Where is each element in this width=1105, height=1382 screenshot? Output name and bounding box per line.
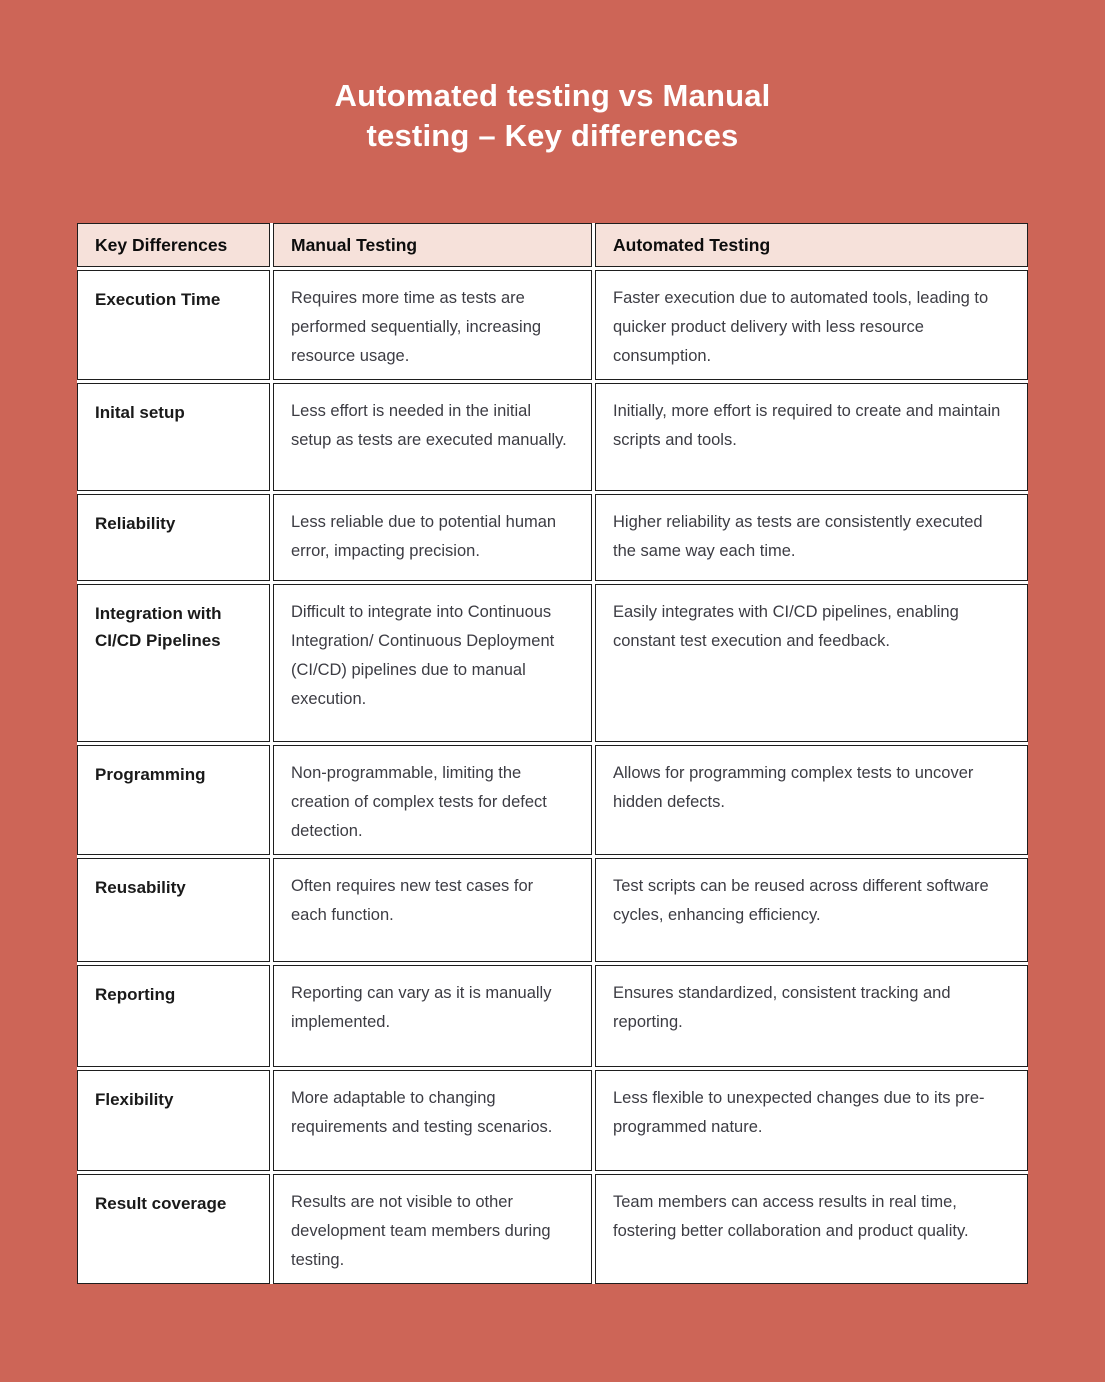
column-header-automated-testing: Automated Testing xyxy=(595,223,1028,267)
row-manual-result-coverage: Results are not visible to other development team members during testing. xyxy=(273,1174,592,1284)
row-automated-reporting: Ensures standardized, consistent tracking and reporting. xyxy=(595,965,1028,1067)
page-title-line-2: testing – Key differences xyxy=(366,118,739,153)
row-key-reporting: Reporting xyxy=(77,965,270,1067)
row-automated-execution-time: Faster execution due to automated tools, leading to quicker product delivery with less resource consumption. xyxy=(595,270,1028,380)
row-manual-reporting: Reporting can vary as it is manually implemented. xyxy=(273,965,592,1067)
row-manual-reusability: Often requires new test cases for each function. xyxy=(273,858,592,962)
row-key-cicd-integration: Integration with CI/CD Pipelines xyxy=(77,584,270,742)
comparison-table-grid xyxy=(77,223,1028,1284)
row-key-execution-time: Execution Time xyxy=(77,270,270,380)
row-automated-reliability: Higher reliability as tests are consistently executed the same way each time. xyxy=(595,494,1028,581)
row-key-reliability: Reliability xyxy=(77,494,270,581)
row-key-reusability: Reusability xyxy=(77,858,270,962)
row-automated-initial-setup: Initially, more effort is required to create and maintain scripts and tools. xyxy=(595,383,1028,491)
row-automated-cicd-integration: Easily integrates with CI/CD pipelines, enabling constant test execution and feedback. xyxy=(595,584,1028,742)
page-title xyxy=(0,76,1105,156)
row-automated-programming: Allows for programming complex tests to uncover hidden defects. xyxy=(595,745,1028,855)
row-manual-execution-time: Requires more time as tests are performed sequentially, increasing resource usage. xyxy=(273,270,592,380)
comparison-table xyxy=(77,223,1028,1284)
column-header-key-differences: Key Differences xyxy=(77,223,270,267)
row-key-result-coverage: Result coverage xyxy=(77,1174,270,1284)
row-automated-flexibility: Less flexible to unexpected changes due to its pre-programmed nature. xyxy=(595,1070,1028,1171)
row-manual-initial-setup: Less effort is needed in the initial setup as tests are executed manually. xyxy=(273,383,592,491)
row-automated-result-coverage: Team members can access results in real time, fostering better collaboration and product quality. xyxy=(595,1174,1028,1284)
row-automated-reusability: Test scripts can be reused across different software cycles, enhancing efficiency. xyxy=(595,858,1028,962)
row-key-initial-setup: Inital setup xyxy=(77,383,270,491)
row-key-programming: Programming xyxy=(77,745,270,855)
column-header-manual-testing: Manual Testing xyxy=(273,223,592,267)
row-manual-programming: Non-programmable, limiting the creation of complex tests for defect detection. xyxy=(273,745,592,855)
row-manual-cicd-integration: Difficult to integrate into Continuous Integration/ Continuous Deployment (CI/CD) pipelines due to manual execution. xyxy=(273,584,592,742)
row-manual-flexibility: More adaptable to changing requirements and testing scenarios. xyxy=(273,1070,592,1171)
row-key-flexibility: Flexibility xyxy=(77,1070,270,1171)
page-title-line-1: Automated testing vs Manual xyxy=(334,78,771,113)
row-manual-reliability: Less reliable due to potential human error, impacting precision. xyxy=(273,494,592,581)
